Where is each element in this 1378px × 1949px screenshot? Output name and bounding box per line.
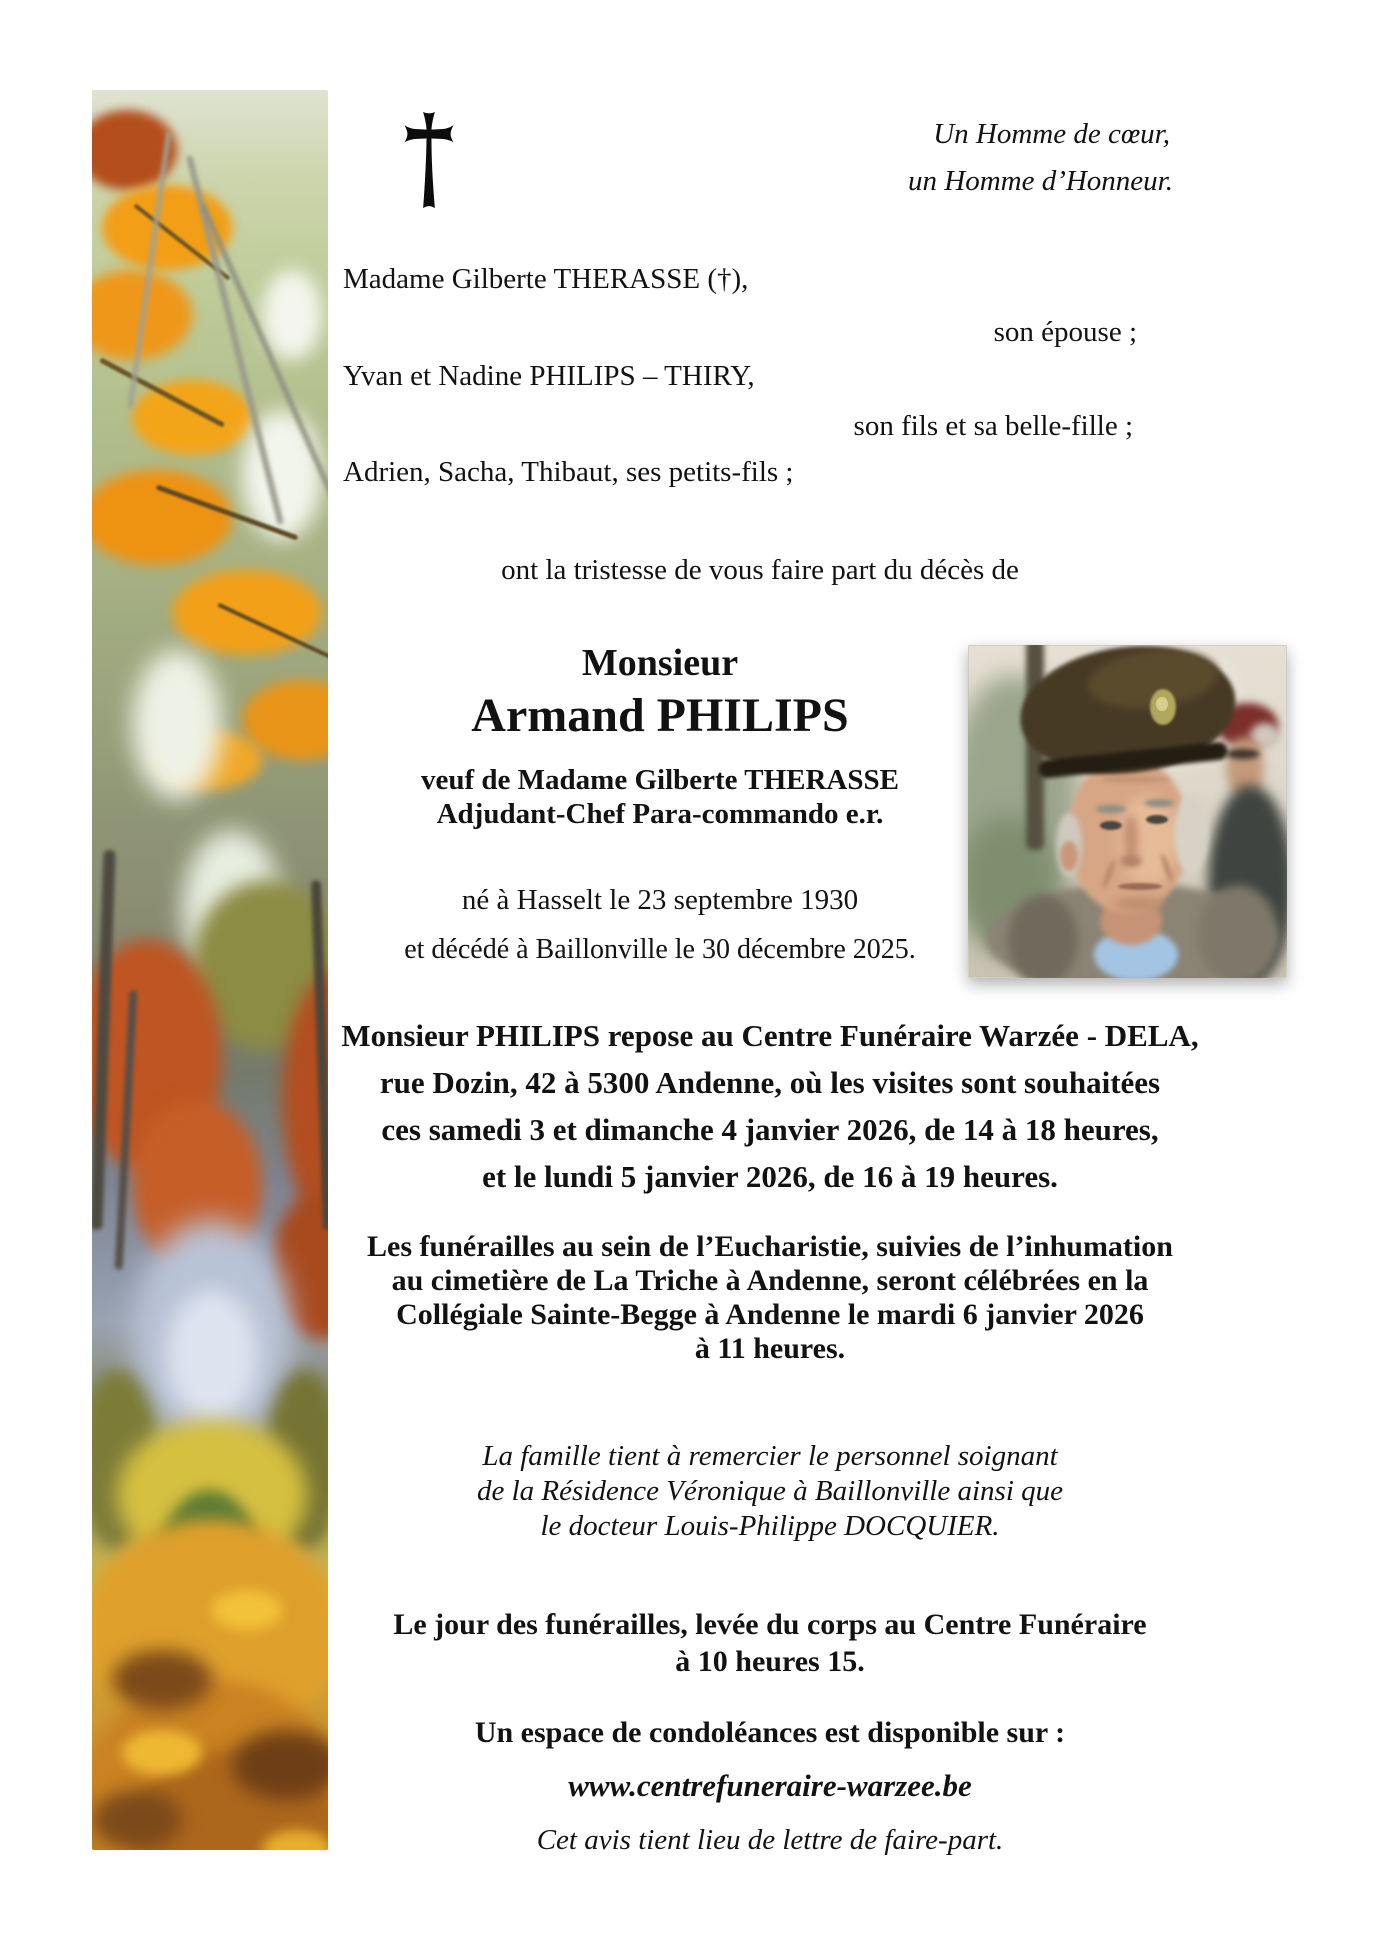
condolences-intro: Un espace de condoléances est disponible sur : — [474, 1716, 1066, 1749]
deceased-death: et décédé à Baillonville le 30 décembre 2025. — [404, 934, 916, 965]
deceased-birth: né à Hasselt le 23 septembre 1930 — [461, 884, 859, 916]
deceased-rank: Adjudant-Chef Para-commando e.r. — [436, 798, 884, 830]
funeral-line: Les funérailles au sein de l’Eucharistie, suivies de l’inhumation — [367, 1230, 1173, 1263]
funeral-line: à 11 heures. — [694, 1332, 846, 1365]
repose-line: ces samedi 3 et dimanche 4 janvier 2026, de 14 à 18 heures, — [381, 1112, 1159, 1147]
epitaph-quote-line1: Un Homme de cœur, — [933, 118, 1170, 150]
family-wife: Madame Gilberte THERASSE (†), — [343, 263, 749, 295]
deceased-widower-of: veuf de Madame Gilberte THERASSE — [421, 764, 899, 796]
closing-notice: Cet avis tient lieu de lettre de faire-part. — [536, 1824, 1004, 1856]
repose-line: et le lundi 5 janvier 2026, de 16 à 19 heures. — [482, 1159, 1058, 1194]
levee-line: à 10 heures 15. — [675, 1645, 865, 1678]
funeral-paragraph — [330, 1230, 1210, 1366]
repose-line: rue Dozin, 42 à 5300 Andenne, où les visites sont souhaitées — [379, 1065, 1161, 1100]
condolences-website: www.centrefuneraire-warzee.be — [568, 1768, 972, 1803]
funeral-line: Collégiale Sainte-Begge à Andenne le mardi 6 janvier 2026 — [396, 1298, 1144, 1331]
thanks-line: le docteur Louis-Philippe DOCQUIER. — [540, 1510, 1000, 1542]
funeral-line: au cimetière de La Triche à Andenne, seront célébrées en la — [391, 1264, 1149, 1297]
thanks-paragraph — [330, 1439, 1210, 1544]
repose-paragraph — [330, 1012, 1210, 1200]
deceased-name: Armand PHILIPS — [471, 689, 849, 742]
latin-cross-icon — [398, 110, 460, 212]
family-wife-relation: son épouse ; — [993, 316, 1137, 348]
family-son-relation: son fils et sa belle-fille ; — [853, 410, 1133, 442]
levee-paragraph — [330, 1606, 1210, 1680]
announcement-line: ont la tristesse de vous faire part du décès de — [501, 554, 1019, 586]
epitaph-quote-line2: un Homme d’Honneur. — [908, 165, 1173, 197]
thanks-line: de la Résidence Véronique à Baillonville ainsi que — [476, 1475, 1064, 1507]
family-grandsons: Adrien, Sacha, Thibaut, ses petits-fils ; — [343, 456, 794, 488]
deceased-title: Monsieur — [581, 642, 739, 684]
family-son-couple: Yvan et Nadine PHILIPS – THIRY, — [343, 360, 755, 392]
repose-line: Monsieur PHILIPS repose au Centre Funéraire Warzée - DELA, — [341, 1018, 1199, 1053]
portrait-photo — [968, 645, 1287, 978]
thanks-line: La famille tient à remercier le personnel soignant — [482, 1440, 1058, 1472]
levee-line: Le jour des funérailles, levée du corps au Centre Funéraire — [393, 1608, 1147, 1641]
autumn-forest-photo — [92, 90, 328, 1850]
